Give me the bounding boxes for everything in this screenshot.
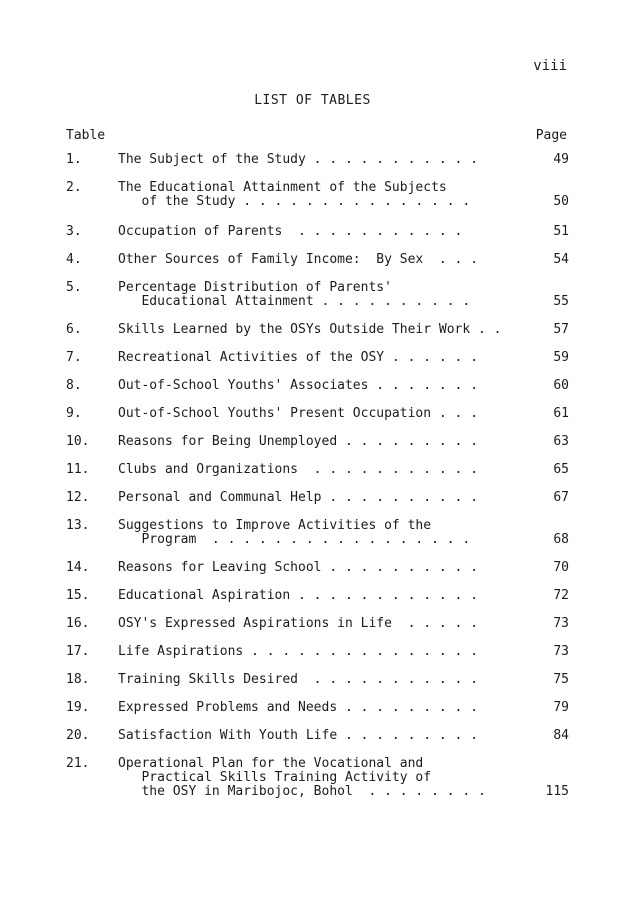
table-entry-title: Life Aspirations . . . . . . . . . . . . . . . [118,644,479,659]
table-entry-number: 6. [66,322,82,337]
table-entry-number: 14. [66,560,90,575]
table-entry-number: 13. [66,518,90,533]
table-entry-number: 10. [66,434,90,449]
table-entry-number: 16. [66,616,90,631]
table-entry-page: 75 [553,672,569,687]
table-entry-page: 60 [553,378,569,393]
table-entry-page: 55 [553,294,569,309]
table-entry-page: 59 [553,350,569,365]
table-entry-page: 54 [553,252,569,267]
table-entry-page: 73 [553,644,569,659]
table-entry-number: 12. [66,490,90,505]
table-entry-page: 65 [553,462,569,477]
column-header-table: Table [66,128,106,143]
table-entry-page: 79 [553,700,569,715]
table-entry-number: 3. [66,224,82,239]
table-entry-number: 20. [66,728,90,743]
table-entry-title: Out-of-School Youths' Present Occupation . . . [118,406,479,421]
table-entry-page: 63 [553,434,569,449]
page-title: LIST OF TABLES [254,93,371,108]
table-entry-number: 5. [66,280,82,295]
table-entry-number: 9. [66,406,82,421]
table-entry-number: 7. [66,350,82,365]
table-entry-number: 2. [66,180,82,195]
table-entry-title: Recreational Activities of the OSY . . . . . . [118,350,479,365]
table-entry-title: OSY's Expressed Aspirations in Life . . . . . [118,616,479,631]
table-entry-page: 61 [553,406,569,421]
table-entry-page: 51 [553,224,569,239]
table-entry-page: 72 [553,588,569,603]
table-entry-title: Reasons for Leaving School . . . . . . . . . . [118,560,479,575]
table-entry-number: 8. [66,378,82,393]
table-entry-title: Operational Plan for the Vocational and Practical Skills Training Activity of the OSY in Maribojoc, Bohol . . . . . . . . [118,756,486,799]
table-entry-title: Reasons for Being Unemployed . . . . . . . . . [118,434,479,449]
table-entry-page: 57 [553,322,569,337]
page-number: viii [533,58,567,74]
table-entry-title: Training Skills Desired . . . . . . . . . . . [118,672,479,687]
table-entry-title: Personal and Communal Help . . . . . . . . . . [118,490,479,505]
table-entry-title: Skills Learned by the OSYs Outside Their Work . . [118,322,502,337]
table-entry-number: 17. [66,644,90,659]
table-entry-title: Clubs and Organizations . . . . . . . . . . . [118,462,479,477]
table-entry-page: 84 [553,728,569,743]
table-entry-title: Expressed Problems and Needs . . . . . . . . . [118,700,479,715]
table-entry-number: 11. [66,462,90,477]
table-entry-title: Suggestions to Improve Activities of the Program . . . . . . . . . . . . . . . . . [118,518,471,547]
table-entry-number: 4. [66,252,82,267]
table-entry-page: 73 [553,616,569,631]
table-entry-number: 1. [66,152,82,167]
table-entry-number: 18. [66,672,90,687]
table-entry-title: Percentage Distribution of Parents' Educational Attainment . . . . . . . . . . [118,280,471,309]
table-entry-title: The Educational Attainment of the Subjects of the Study . . . . . . . . . . . . . . . [118,180,471,209]
table-entry-page: 70 [553,560,569,575]
table-entry-title: Educational Aspiration . . . . . . . . . . . . [118,588,479,603]
table-entry-page: 50 [553,194,569,209]
table-entry-title: The Subject of the Study . . . . . . . . . . . [118,152,479,167]
table-entry-number: 15. [66,588,90,603]
table-entry-title: Other Sources of Family Income: By Sex . . . [118,252,479,267]
table-entry-number: 21. [66,756,90,771]
table-entry-page: 67 [553,490,569,505]
column-header-page: Page [535,128,567,143]
table-entry-title: Occupation of Parents . . . . . . . . . . . [118,224,463,239]
table-entry-title: Satisfaction With Youth Life . . . . . . . . . [118,728,479,743]
table-entry-title: Out-of-School Youths' Associates . . . . . . . [118,378,479,393]
table-entry-page: 115 [545,784,569,799]
table-entry-page: 49 [553,152,569,167]
table-entry-number: 19. [66,700,90,715]
table-entry-page: 68 [553,532,569,547]
